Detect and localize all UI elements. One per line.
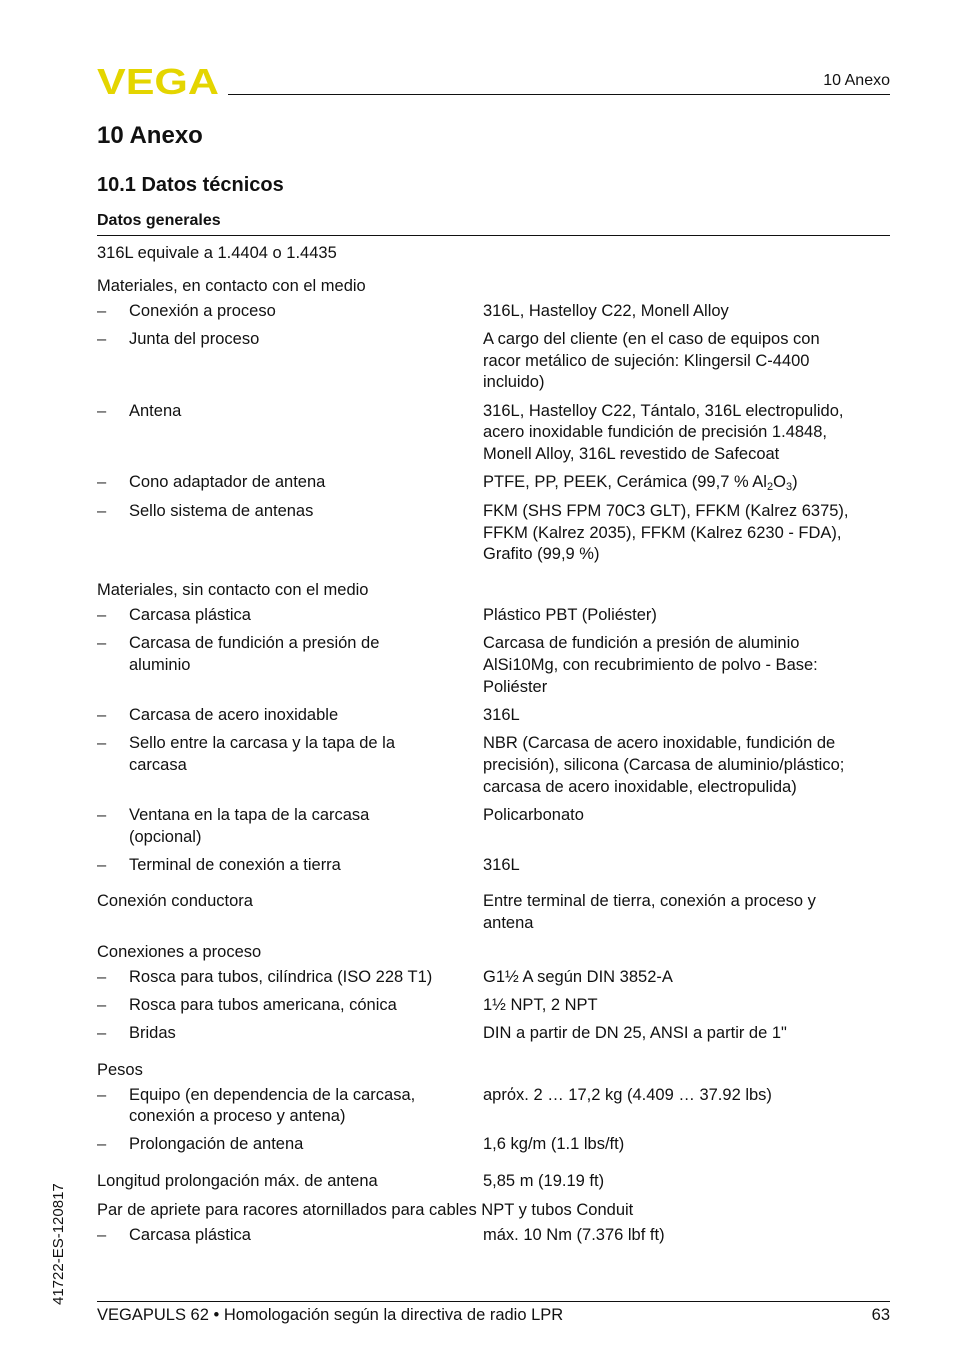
spec-label: Bridas — [129, 1024, 176, 1042]
spec-value: AlSi10Mg, con recubrimiento de polvo - Base: — [483, 656, 818, 674]
spec-value: incluido) — [483, 373, 545, 391]
list-dash: – — [97, 968, 107, 986]
list-dash: – — [97, 806, 107, 824]
spec-label: Longitud prolongación máx. de antena — [97, 1172, 378, 1190]
spec-label: Conexión conductora — [97, 892, 253, 910]
list-dash: – — [97, 1024, 107, 1042]
intro-line: 316L equivale a 1.4404 o 1.4435 — [97, 244, 337, 262]
list-dash: – — [97, 1086, 107, 1104]
list-dash: – — [97, 302, 107, 320]
spec-value: FKM (SHS FPM 70C3 GLT), FFKM (Kalrez 6375), — [483, 502, 849, 520]
torque-title: Par de apriete para racores atornillados para cables NPT y tubos Conduit — [97, 1201, 634, 1219]
spec-label: Ventana en la tapa de la carcasa — [129, 806, 370, 824]
spec-value: 316L, Hastelloy C22, Monell Alloy — [483, 302, 729, 320]
list-dash: – — [97, 473, 107, 491]
spec-value: A cargo del cliente (en el caso de equipos con — [483, 330, 820, 348]
nonwetted-title: Materiales, sin contacto con el medio — [97, 581, 369, 599]
section-title: 10.1 Datos técnicos — [97, 174, 284, 196]
spec-label: Sello sistema de antenas — [129, 502, 314, 520]
spec-value: 316L — [483, 706, 520, 724]
vega-logo — [97, 66, 219, 96]
page-number: 63 — [871, 1306, 890, 1324]
spec-value: aprόx. 2 … 17,2 kg (4.409 … 37.92 lbs) — [483, 1086, 772, 1104]
spec-label: carcasa — [129, 756, 187, 774]
spec-value: Grafito (99,9 %) — [483, 545, 600, 563]
spec-value: Monell Alloy, 316L revestido de Safecoat — [483, 445, 780, 463]
list-dash: – — [97, 1226, 107, 1244]
spec-value: NBR (Carcasa de acero inoxidable, fundición de — [483, 734, 836, 752]
subsection-rule — [97, 235, 890, 236]
header-rule — [228, 94, 890, 95]
spec-value: DIN a partir de DN 25, ANSI a partir de 1" — [483, 1024, 787, 1042]
footer-text: VEGAPULS 62 • Homologación según la directiva de radio LPR — [97, 1306, 564, 1324]
spec-value: 5,85 m (19.19 ft) — [483, 1172, 605, 1190]
spec-label: aluminio — [129, 656, 191, 674]
spec-value: acero inoxidable fundición de precisión 1.4848, — [483, 423, 827, 441]
spec-label: Terminal de conexión a tierra — [129, 856, 341, 874]
spec-value: 1½ NPT, 2 NPT — [483, 996, 598, 1014]
spec-label: conexión a proceso y antena) — [129, 1107, 346, 1125]
spec-label: Carcasa plástica — [129, 606, 251, 624]
list-dash: – — [97, 606, 107, 624]
process-title: Conexiones a proceso — [97, 943, 262, 961]
list-dash: – — [97, 502, 107, 520]
spec-value: Plástico PBT (Poliéster) — [483, 606, 657, 624]
list-dash: – — [97, 706, 107, 724]
spec-label: Prolongación de antena — [129, 1135, 304, 1153]
list-dash: – — [97, 1135, 107, 1153]
spec-label: Antena — [129, 402, 182, 420]
spec-label: Carcasa de acero inoxidable — [129, 706, 339, 724]
spec-value: Carcasa de fundición a presión de aluminio — [483, 634, 800, 652]
spec-value: 316L — [483, 856, 520, 874]
spec-value: máx. 10 Nm (7.376 lbf ft) — [483, 1226, 665, 1244]
spec-value: Policarbonato — [483, 806, 584, 824]
spec-label: Conexión a proceso — [129, 302, 276, 320]
spec-value: G1½ A según DIN 3852-A — [483, 968, 673, 986]
spec-value: 316L, Hastelloy C22, Tántalo, 316L electropulido, — [483, 402, 844, 420]
spec-label: Sello entre la carcasa y la tapa de la — [129, 734, 395, 752]
list-dash: – — [97, 330, 107, 348]
spec-label: Junta del proceso — [129, 330, 260, 348]
list-dash: – — [97, 402, 107, 420]
list-dash: – — [97, 856, 107, 874]
spec-label: Rosca para tubos, cilíndrica (ISO 228 T1) — [129, 968, 433, 986]
wetted-title: Materiales, en contacto con el medio — [97, 277, 366, 295]
spec-value: Entre terminal de tierra, conexión a proceso y — [483, 892, 816, 910]
header-section-label: 10 Anexo — [823, 72, 890, 89]
list-dash: – — [97, 996, 107, 1014]
spec-label: Rosca para tubos americana, cónica — [129, 996, 397, 1014]
spec-value: PTFE, PP, PEEK, Cerámica (99,7 % $Al_2O_3$) — [483, 473, 798, 493]
weights-title: Pesos — [97, 1061, 143, 1079]
spec-value: 1,6 kg/m (1.1 lbs/ft) — [483, 1135, 625, 1153]
spec-label: Carcasa de fundición a presión de — [129, 634, 380, 652]
spec-label: Equipo (en dependencia de la carcasa, — [129, 1086, 416, 1104]
spec-label: Cono adaptador de antena — [129, 473, 326, 491]
footer-rule — [97, 1301, 890, 1302]
list-dash: – — [97, 634, 107, 652]
spec-label: Carcasa plástica — [129, 1226, 251, 1244]
chapter-title: 10 Anexo — [97, 122, 203, 149]
spec-value: FFKM (Kalrez 2035), FFKM (Kalrez 6230 - FDA), — [483, 524, 842, 542]
document-code: 41722-ES-120817 — [50, 1183, 67, 1305]
list-dash: – — [97, 734, 107, 752]
spec-value: racor metálico de sujeción: Klingersil C-4400 — [483, 352, 810, 370]
spec-value: carcasa de acero inoxidable, electropulida) — [483, 778, 797, 796]
spec-label: (opcional) — [129, 828, 202, 846]
subsection-title: Datos generales — [97, 212, 221, 229]
svg-text:VEGA: VEGA — [97, 66, 219, 96]
spec-value: Poliéster — [483, 678, 548, 696]
spec-value: antena — [483, 914, 534, 932]
spec-value: precisión), silicona (Carcasa de aluminio/plástico; — [483, 756, 845, 774]
